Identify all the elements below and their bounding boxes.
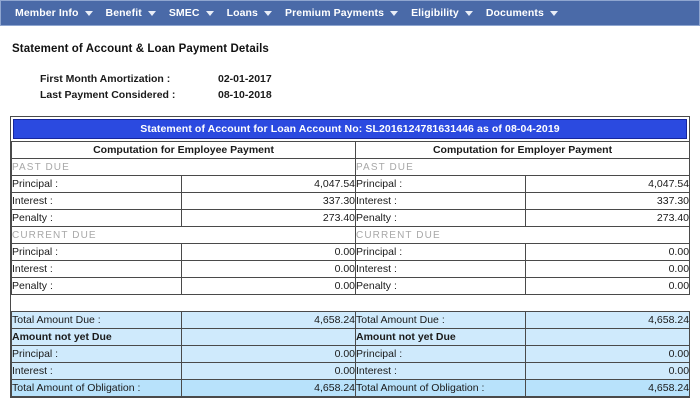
last-payment-considered-value: 08-10-2018 — [218, 89, 272, 101]
total-amount-due-row — [12, 312, 690, 329]
employer-current-due-penalty-value: 0.00 — [526, 278, 690, 295]
table-row — [12, 244, 690, 261]
employer-current-due-principal-label: Principal : — [356, 244, 526, 261]
employer-current-due-interest-value: 0.00 — [526, 261, 690, 278]
employee-not-yet-due-principal-label: Principal : — [12, 346, 182, 363]
amount-not-yet-due-row — [12, 329, 690, 346]
employer-amount-not-yet-due-blank — [526, 329, 690, 346]
spacer-cell — [356, 295, 526, 312]
employee-past-due-principal-value: 4,047.54 — [182, 176, 356, 193]
employee-past-due-label: PAST DUE — [12, 159, 356, 176]
employer-past-due-interest-value: 337.30 — [526, 193, 690, 210]
table-spacer-row — [12, 295, 690, 312]
chevron-down-icon — [390, 11, 398, 16]
employee-total-amount-due-value: 4,658.24 — [182, 312, 356, 329]
statement-banner — [13, 119, 687, 139]
employer-total-obligation-label: Total Amount of Obligation : — [356, 380, 526, 397]
table-row — [12, 346, 690, 363]
employee-not-yet-due-interest-label: Interest : — [12, 363, 182, 380]
current-due-section-row — [12, 227, 690, 244]
table-row — [12, 193, 690, 210]
employee-current-due-principal-value: 0.00 — [182, 244, 356, 261]
spacer-cell — [182, 295, 356, 312]
employer-past-due-penalty-value: 273.40 — [526, 210, 690, 227]
employee-past-due-principal-label: Principal : — [12, 176, 182, 193]
chevron-down-icon — [550, 11, 558, 16]
last-payment-considered-label: Last Payment Considered : — [40, 89, 176, 101]
spacer-cell — [12, 295, 182, 312]
employer-column-header: Computation for Employer Payment — [356, 142, 690, 159]
employee-past-due-interest-label: Interest : — [12, 193, 182, 210]
employer-current-due-principal-value: 0.00 — [526, 244, 690, 261]
nav-item-label: SMEC — [168, 7, 200, 19]
statement-of-account-panel — [10, 116, 690, 398]
employee-amount-not-yet-due-blank — [182, 329, 356, 346]
loan-info-block — [40, 71, 700, 103]
nav-item-eligibility[interactable] — [411, 7, 473, 19]
employer-not-yet-due-principal-value: 0.00 — [526, 346, 690, 363]
nav-item-premium-payments[interactable] — [285, 7, 398, 19]
nav-item-label: Loans — [226, 7, 258, 19]
employer-total-amount-due-value: 4,658.24 — [526, 312, 690, 329]
employer-not-yet-due-interest-label: Interest : — [356, 363, 526, 380]
employee-current-due-penalty-value: 0.00 — [182, 278, 356, 295]
nav-item-benefit[interactable] — [106, 7, 156, 19]
nav-item-member-info[interactable] — [15, 7, 93, 19]
employee-not-yet-due-principal-value: 0.00 — [182, 346, 356, 363]
statement-table — [11, 141, 690, 397]
nav-item-label: Benefit — [105, 7, 142, 19]
employer-current-due-label: CURRENT DUE — [356, 227, 690, 244]
chevron-down-icon — [206, 11, 214, 16]
employer-total-amount-due-label: Total Amount Due : — [356, 312, 526, 329]
employer-not-yet-due-principal-label: Principal : — [356, 346, 526, 363]
employer-past-due-principal-value: 4,047.54 — [526, 176, 690, 193]
employer-amount-not-yet-due-label: Amount not yet Due — [356, 329, 526, 346]
statement-banner-text: Statement of Account for Loan Account No: SL2016124781631446 as of 08-04-2019 — [140, 123, 560, 135]
table-row — [12, 363, 690, 380]
employee-total-obligation-value: 4,658.24 — [182, 380, 356, 397]
nav-item-loans[interactable] — [227, 7, 272, 19]
table-header-row — [12, 142, 690, 159]
employee-past-due-penalty-label: Penalty : — [12, 210, 182, 227]
employer-past-due-penalty-label: Penalty : — [356, 210, 526, 227]
employee-current-due-interest-value: 0.00 — [182, 261, 356, 278]
employee-current-due-penalty-label: Penalty : — [12, 278, 182, 295]
nav-item-smec[interactable] — [169, 7, 214, 19]
employee-total-obligation-label: Total Amount of Obligation : — [12, 380, 182, 397]
spacer-cell — [526, 295, 690, 312]
employee-column-header: Computation for Employee Payment — [12, 142, 356, 159]
employee-current-due-interest-label: Interest : — [12, 261, 182, 278]
employer-current-due-interest-label: Interest : — [356, 261, 526, 278]
employer-current-due-penalty-label: Penalty : — [356, 278, 526, 295]
last-payment-considered-row — [40, 87, 700, 103]
employer-total-obligation-value: 4,658.24 — [526, 380, 690, 397]
chevron-down-icon — [465, 11, 473, 16]
chevron-down-icon — [264, 11, 272, 16]
employer-past-due-label: PAST DUE — [356, 159, 690, 176]
employee-past-due-penalty-value: 273.40 — [182, 210, 356, 227]
table-row — [12, 176, 690, 193]
past-due-section-row — [12, 159, 690, 176]
chevron-down-icon — [148, 11, 156, 16]
employee-total-amount-due-label: Total Amount Due : — [12, 312, 182, 329]
table-row — [12, 210, 690, 227]
first-month-amortization-label: First Month Amortization : — [40, 73, 171, 85]
nav-item-label: Eligibility — [411, 7, 459, 19]
employer-past-due-interest-label: Interest : — [356, 193, 526, 210]
first-month-amortization-value: 02-01-2017 — [218, 73, 272, 85]
total-amount-of-obligation-row — [12, 380, 690, 397]
nav-item-label: Member Info — [15, 7, 79, 19]
page-title: Statement of Account & Loan Payment Details — [12, 43, 269, 55]
chevron-down-icon — [85, 11, 93, 16]
nav-item-label: Documents — [485, 7, 544, 19]
nav-item-label: Premium Payments — [285, 7, 385, 19]
main-navigation-bar — [0, 0, 700, 26]
employer-past-due-principal-label: Principal : — [356, 176, 526, 193]
first-month-amortization-row — [40, 71, 700, 87]
employer-not-yet-due-interest-value: 0.00 — [526, 363, 690, 380]
employee-past-due-interest-value: 337.30 — [182, 193, 356, 210]
employee-current-due-principal-label: Principal : — [12, 244, 182, 261]
employee-current-due-label: CURRENT DUE — [12, 227, 356, 244]
employee-not-yet-due-interest-value: 0.00 — [182, 363, 356, 380]
employee-amount-not-yet-due-label: Amount not yet Due — [12, 329, 182, 346]
table-row — [12, 261, 690, 278]
nav-item-documents[interactable] — [486, 7, 558, 19]
table-row — [12, 278, 690, 295]
